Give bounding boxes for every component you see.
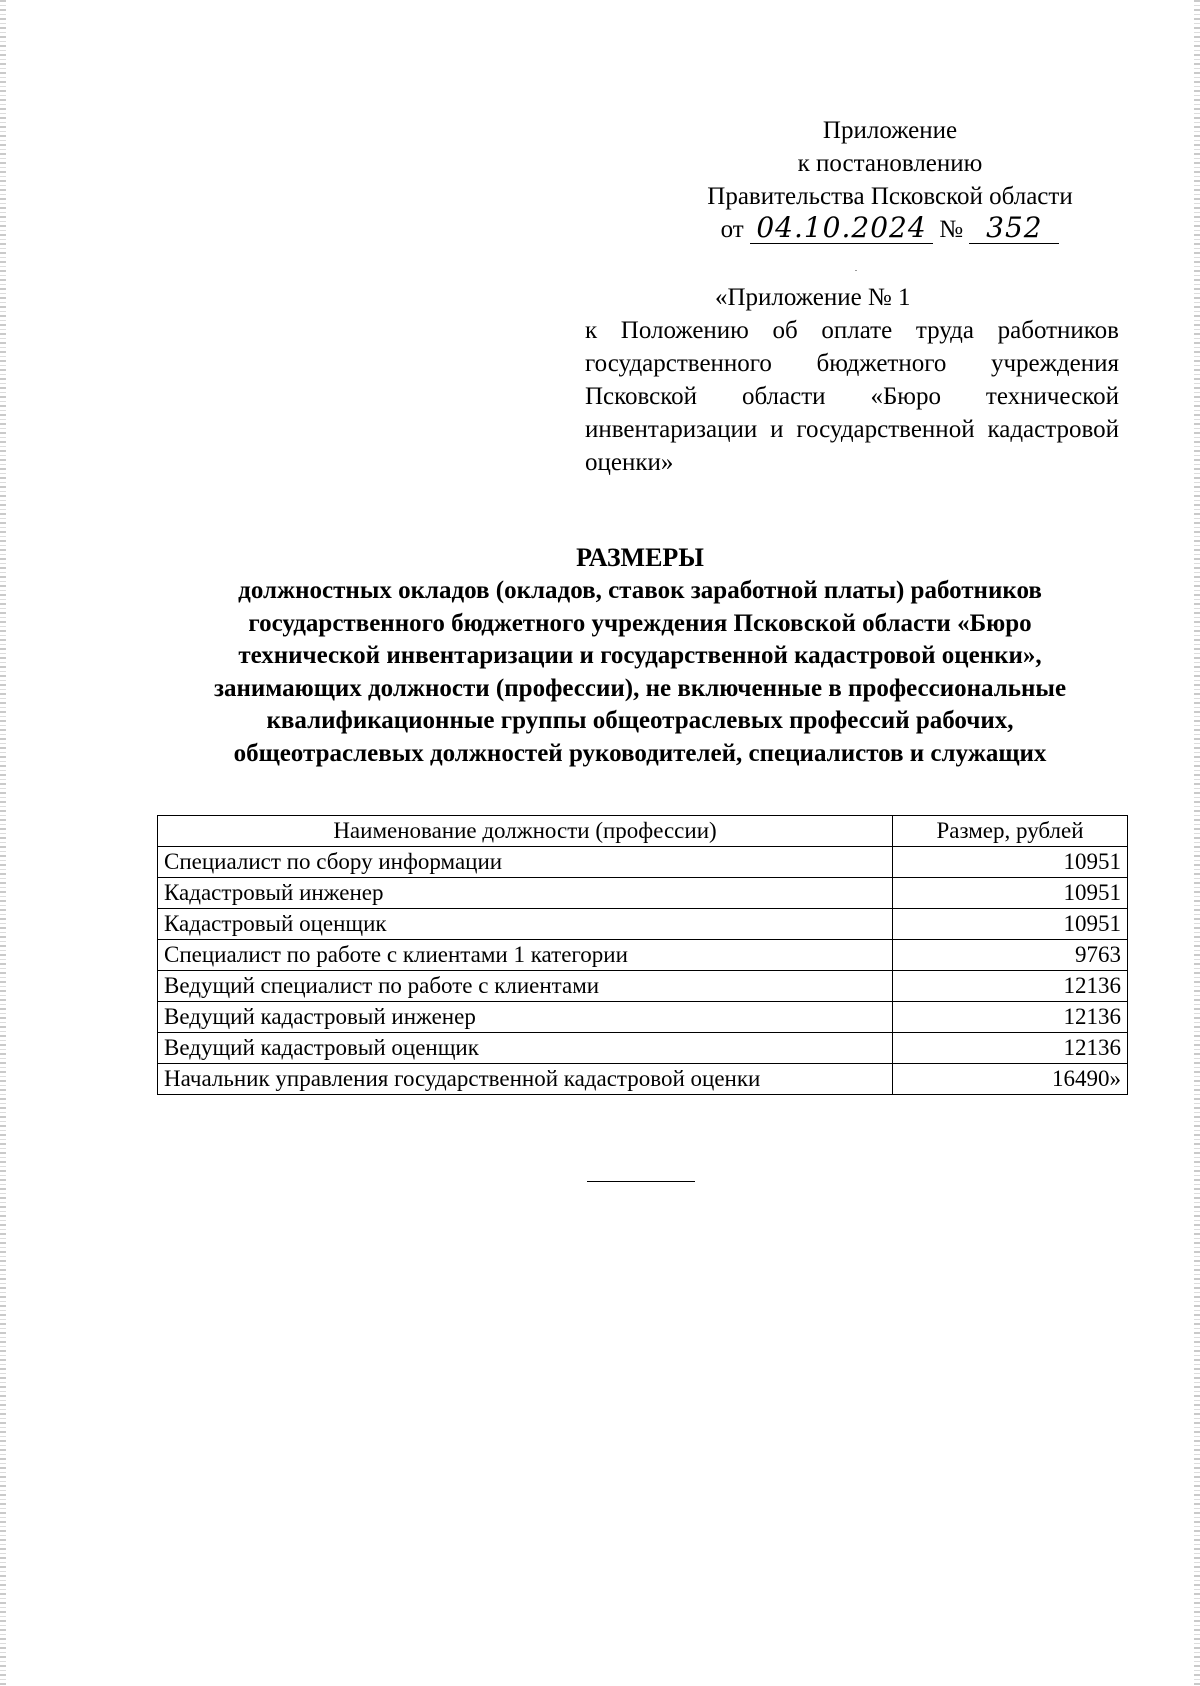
- salary-value: 12136: [893, 1002, 1128, 1033]
- position-name: Специалист по сбору информации: [158, 847, 893, 878]
- addendum-title: «Приложение № 1: [715, 284, 911, 311]
- table-row: [158, 940, 1128, 971]
- approval-stamp-block: [660, 114, 1120, 246]
- position-name: Ведущий кадастровый инженер: [158, 1002, 893, 1033]
- header-salary-size: Размер, рублей: [893, 816, 1128, 847]
- table-header-row: [158, 816, 1128, 847]
- appendix-label: Приложение: [822, 117, 958, 144]
- scan-speck: [855, 270, 857, 271]
- table-row: [158, 878, 1128, 909]
- government-label: Правительства Псковской области: [707, 183, 1073, 210]
- document-heading: [150, 541, 1130, 770]
- salary-value: 10951: [893, 847, 1128, 878]
- salary-value: 12136: [893, 1033, 1128, 1064]
- table-row: [158, 847, 1128, 878]
- handwritten-number: 352: [969, 213, 1059, 244]
- salary-value: 16490»: [893, 1064, 1128, 1095]
- scan-edge-left: [0, 0, 6, 1686]
- position-name: Специалист по работе с клиентами 1 категории: [158, 940, 893, 971]
- table-row: [158, 1064, 1128, 1095]
- date-number-line: [660, 213, 1120, 246]
- scan-edge-right: [1194, 0, 1200, 1686]
- table-row: [158, 1002, 1128, 1033]
- header-position-name: Наименование должности (профессии): [158, 816, 893, 847]
- salary-value: 9763: [893, 940, 1128, 971]
- addendum-block: [585, 281, 1119, 479]
- position-name: Ведущий специалист по работе с клиентами: [158, 971, 893, 1002]
- document-subtitle: должностных окладов (окладов, ставок заработной платы) работников государственного бюджетного учреждения Псковской области «Бюро технической инвентаризации и государственной кадастровой оценки», занимающих должности (профессии), не включенные в профессиональные квалификационные группы общеотраслевых профессий рабочих, общеотраслевых должностей руководителей, специалистов и служащих: [213, 577, 1067, 767]
- number-sign: №: [939, 216, 964, 243]
- table-row: [158, 1033, 1128, 1064]
- salary-value: 12136: [893, 971, 1128, 1002]
- document-title: РАЗМЕРЫ: [576, 543, 704, 572]
- resolution-label: к постановлению: [797, 150, 983, 177]
- position-name: Ведущий кадастровый оценщик: [158, 1033, 893, 1064]
- table-row: [158, 909, 1128, 940]
- end-of-document-rule: [587, 1181, 695, 1182]
- position-name: Начальник управления государственной кадастровой оценки: [158, 1064, 893, 1095]
- table-row: [158, 971, 1128, 1002]
- salary-value: 10951: [893, 878, 1128, 909]
- position-name: Кадастровый инженер: [158, 878, 893, 909]
- date-prefix: от: [720, 216, 744, 243]
- addendum-body: к Положению об оплате труда работников государственного бюджетного учреждения Псковской области «Бюро технической инвентаризации и государственной кадастровой оценки»: [585, 317, 1119, 476]
- handwritten-date: 04.10.2024: [750, 213, 933, 244]
- position-name: Кадастровый оценщик: [158, 909, 893, 940]
- salary-value: 10951: [893, 909, 1128, 940]
- salary-table: [157, 815, 1128, 1095]
